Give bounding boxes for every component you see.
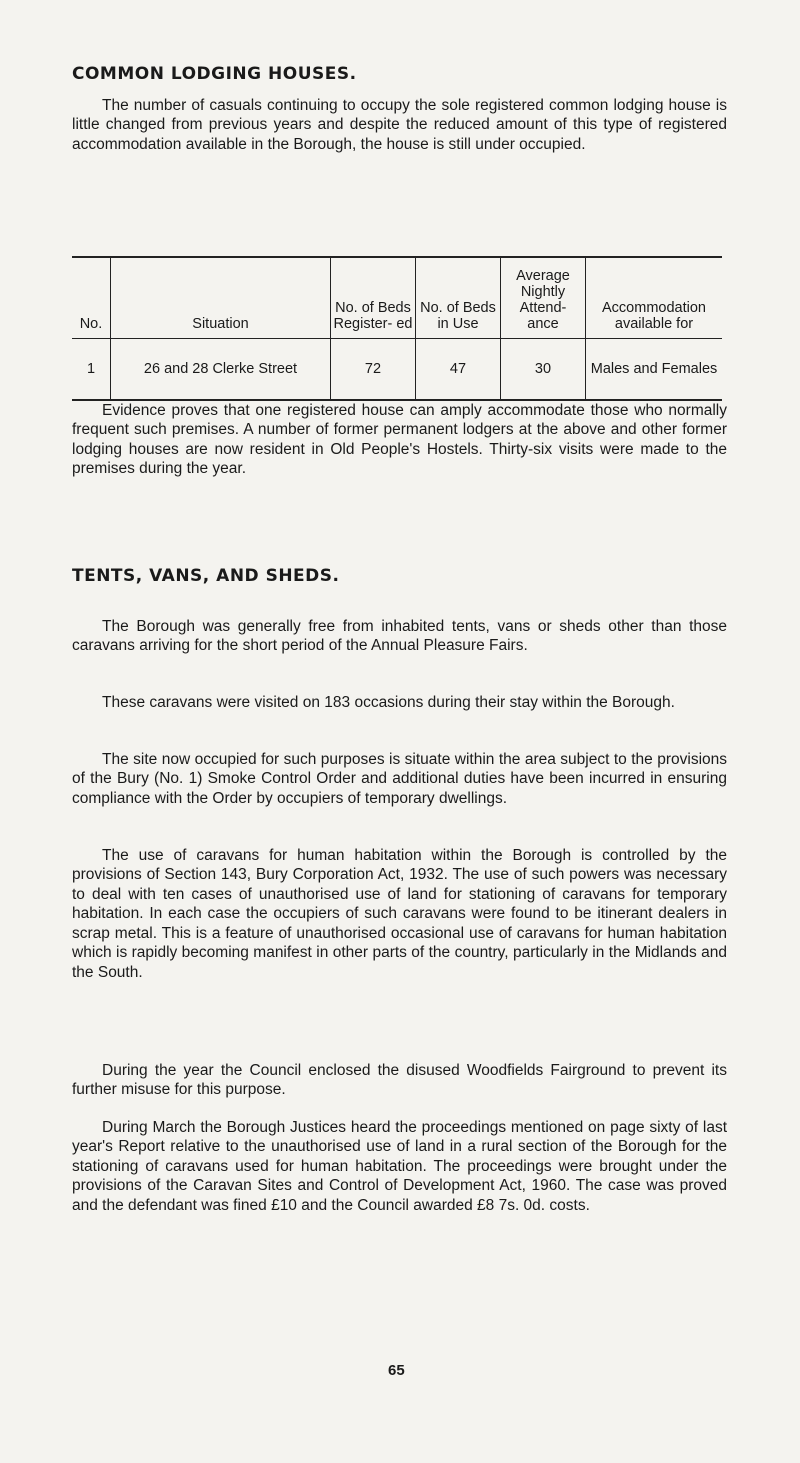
paragraph-fairs: The Borough was generally free from inhabited tents, vans or sheds other than those caravans arriving for the short period of the Annual Pleasure Fairs. <box>72 617 727 654</box>
cell-beds-in-use: 47 <box>416 339 501 401</box>
table-header-row <box>72 257 722 339</box>
page-number: 65 <box>388 1362 405 1379</box>
lodging-intro-paragraph: The number of casuals continuing to occupy the sole registered common lodging house is little changed from previous years and despite the reduced amount of this type of registered accommodation available in the Borough, the house is still under occupied. <box>72 96 727 153</box>
cell-accommodation: Males and Females <box>586 339 723 401</box>
header-no: No. <box>72 257 111 339</box>
header-beds-registered: No. of Beds Register- ed <box>331 257 416 339</box>
cell-average-attendance: 30 <box>501 339 586 401</box>
paragraph-smoke-control: The site now occupied for such purposes is situate within the area subject to the provisions of the Bury (No. 1) Smoke Control Order and additional duties have been incurred in ensuring compliance with the Order by occupiers of temporary dwellings. <box>72 750 727 807</box>
evidence-paragraph: Evidence proves that one registered house can amply accommodate those who normally frequent such premises. A number of former permanent lodgers at the above and other former lodging houses are now resident in Old People's Hostels. Thirty-six visits were made to the premises during the year. <box>72 401 727 477</box>
lodging-house-table <box>72 256 722 401</box>
header-beds-in-use: No. of Beds in Use <box>416 257 501 339</box>
header-situation: Situation <box>111 257 331 339</box>
cell-beds-registered: 72 <box>331 339 416 401</box>
cell-no: 1 <box>86 361 96 377</box>
section-heading-tents-vans-sheds: TENTS, VANS, AND SHEDS. <box>72 566 340 586</box>
cell-situation: 26 and 28 Clerke Street <box>111 339 331 401</box>
header-accommodation: Accommodation available for <box>586 257 723 339</box>
section-heading-lodging-houses: COMMON LODGING HOUSES. <box>72 64 357 84</box>
paragraph-caravan-control: The use of caravans for human habitation within the Borough is controlled by the provisions of Section 143, Bury Corporation Act, 1932. The use of such powers was necessary to deal with ten cases of unauthorised use of land for stationing of caravans for temporary habitation. In each case the occupiers of such caravans were found to be itinerant dealers in scrap metal. This is a feature of unauthorised occasional use of caravans for human habitation which is rapidly becoming manifest in other parts of the country, particularly in the Midlands and the South. <box>72 846 727 981</box>
header-average-attendance: Average Nightly Attend- ance <box>501 257 586 339</box>
paragraph-fairground: During the year the Council enclosed the disused Woodfields Fairground to prevent its further misuse for this purpose. <box>72 1061 727 1098</box>
paragraph-proceedings: During March the Borough Justices heard the proceedings mentioned on page sixty of last year's Report relative to the unauthorised use of land in a rural section of the Borough for the stationing of caravans used for human habitation. The proceedings were brought under the provisions of the Caravan Sites and Control of Development Act, 1960. The case was proved and the defendant was fined £10 and the Council awarded £8 7s. 0d. costs. <box>72 1118 727 1214</box>
paragraph-visits: These caravans were visited on 183 occasions during their stay within the Borough. <box>102 693 675 711</box>
table-row <box>72 339 722 401</box>
